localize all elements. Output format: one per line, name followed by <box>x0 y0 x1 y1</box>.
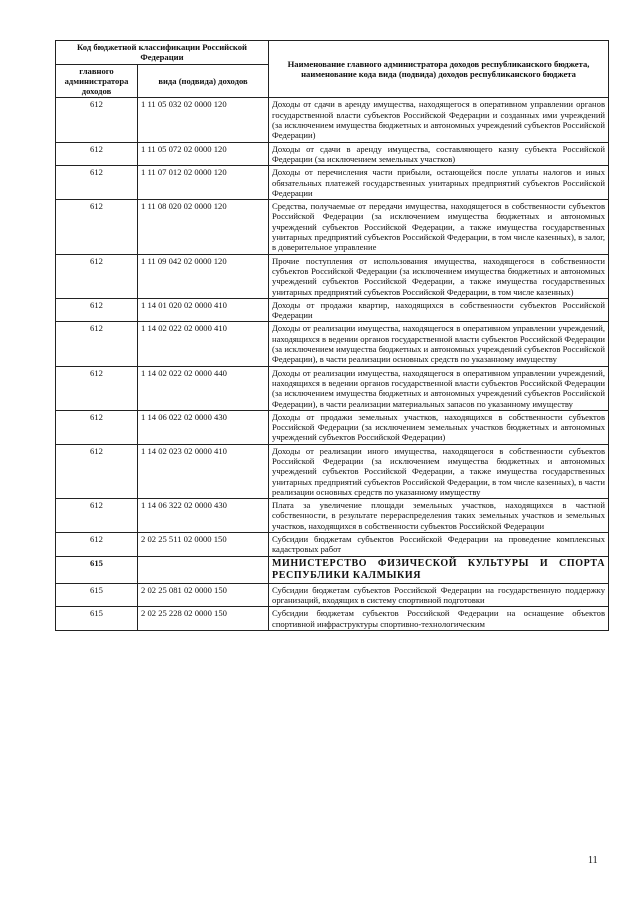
revenue-code-cell: 1 14 02 022 02 0000 410 <box>138 322 269 366</box>
table-row <box>56 410 609 444</box>
table-row <box>56 533 609 557</box>
admin-code-cell: 612 <box>56 298 138 322</box>
revenue-code-cell: 1 14 06 322 02 0000 430 <box>138 499 269 533</box>
table-row <box>56 607 609 631</box>
header-name-column: Наименование главного администратора доходов республиканского бюджета, наименование кода вида (подвида) доходов республиканского бюджета <box>269 41 609 98</box>
revenue-code-cell: 1 11 05 072 02 0000 120 <box>138 142 269 166</box>
admin-code-cell: 612 <box>56 254 138 298</box>
table-body <box>56 98 609 630</box>
table-row <box>56 366 609 410</box>
table-row <box>56 499 609 533</box>
revenue-name-cell: Субсидии бюджетам субъектов Российской Федерации на государственную поддержку организаций, входящих в систему спортивной подготовки <box>269 583 609 607</box>
table-row <box>56 583 609 607</box>
admin-code-cell: 612 <box>56 444 138 498</box>
revenue-name-cell: Доходы от продажи квартир, находящихся в собственности субъектов Российской Федерации <box>269 298 609 322</box>
revenue-code-cell: 1 14 06 022 02 0000 430 <box>138 410 269 444</box>
table-row <box>56 322 609 366</box>
revenue-name-cell: Средства, получаемые от передачи имущества, находящегося в собственности субъектов Российской Федерации (за исключением имущества бюджетных и автономных учреждений субъектов Российской Федерации, а также имущества государственных унитарных предприятий субъектов Российской Федерации, в том числе казенных), в залог, в доверительное управление <box>269 200 609 254</box>
revenue-name-cell: Доходы от реализации имущества, находящегося в оперативном управлении учреждений, находящихся в ведении органов государственной власти субъектов Российской Федерации (за исключением имущества бюджетных и автономных учреждений субъектов Российской Федерации), в части реализации материальных запасов по указанному имуществу <box>269 366 609 410</box>
revenue-code-cell: 1 11 07 012 02 0000 120 <box>138 166 269 200</box>
admin-code-cell: 612 <box>56 533 138 557</box>
revenue-name-cell: Доходы от реализации имущества, находящегося в оперативном управлении учреждений, находящихся в ведении органов государственной власти субъектов Российской Федерации (за исключением имущества бюджетных и автономных учреждений субъектов Российской Федерации), в части реализации основных средств по указанному имуществу <box>269 322 609 366</box>
revenue-code-cell: 1 14 02 022 02 0000 440 <box>138 366 269 410</box>
table-row <box>56 98 609 142</box>
revenue-name-cell: Доходы от перечисления части прибыли, остающейся после уплаты налогов и иных обязательных платежей государственных унитарных предприятий субъектов Российской Федерации <box>269 166 609 200</box>
admin-code-cell: 612 <box>56 166 138 200</box>
admin-code-cell: 612 <box>56 142 138 166</box>
revenue-code-cell: 2 02 25 228 02 0000 150 <box>138 607 269 631</box>
table-row <box>56 200 609 254</box>
admin-code-cell: 612 <box>56 366 138 410</box>
revenue-code-cell: 1 11 05 032 02 0000 120 <box>138 98 269 142</box>
admin-code-cell: 615 <box>56 607 138 631</box>
header-code-column: вида (подвида) доходов <box>138 64 269 98</box>
revenue-code-cell: 2 02 25 081 02 0000 150 <box>138 583 269 607</box>
admin-code-cell: 615 <box>56 583 138 607</box>
revenue-name-cell: Доходы от сдачи в аренду имущества, находящегося в оперативном управлении органов государственной власти субъектов Российской Федерации и созданных ими учреждений (за исключением имущества бюджетных и автономных учреждений субъектов Российской Федерации) <box>269 98 609 142</box>
admin-code-cell: 612 <box>56 200 138 254</box>
revenue-code-cell: 1 14 01 020 02 0000 410 <box>138 298 269 322</box>
revenue-code-cell: 1 14 02 023 02 0000 410 <box>138 444 269 498</box>
admin-code-cell: 612 <box>56 499 138 533</box>
revenue-name-cell: Субсидии бюджетам субъектов Российской Федерации на проведение комплексных кадастровых работ <box>269 533 609 557</box>
revenue-name-cell: МИНИСТЕРСТВО ФИЗИЧЕСКОЙ КУЛЬТУРЫ И СПОРТА РЕСПУБЛИКИ КАЛМЫКИЯ <box>269 556 609 583</box>
ministry-heading-row <box>56 556 609 583</box>
revenue-name-cell: Доходы от сдачи в аренду имущества, составляющего казну субъекта Российской Федерации (за исключением земельных участков) <box>269 142 609 166</box>
admin-code-cell: 615 <box>56 556 138 583</box>
revenue-name-cell: Доходы от продажи земельных участков, находящихся в собственности субъектов Российской Федерации (за исключением земельных участков бюджетных и автономных учреждений субъектов Российской Федерации) <box>269 410 609 444</box>
header-group-title: Код бюджетной классификации Российской Федерации <box>56 41 269 65</box>
admin-code-cell: 612 <box>56 98 138 142</box>
table-row <box>56 298 609 322</box>
header-admin-column: главного администратора доходов <box>56 64 138 98</box>
revenue-code-cell: 1 11 09 042 02 0000 120 <box>138 254 269 298</box>
revenue-name-cell: Прочие поступления от использования имущества, находящегося в собственности субъектов Российской Федерации (за исключением имущества бюджетных и автономных учреждений субъектов Российской Федерации, а также имущества государственных унитарных предприятий субъектов Российской Федерации, в том числе казенных) <box>269 254 609 298</box>
table-header <box>56 41 609 98</box>
page-number: 11 <box>588 855 598 866</box>
admin-code-cell: 612 <box>56 410 138 444</box>
revenue-code-cell: 2 02 25 511 02 0000 150 <box>138 533 269 557</box>
table-row <box>56 142 609 166</box>
revenue-name-cell: Плата за увеличение площади земельных участков, находящихся в частной собственности, в результате перераспределения таких земельных участков и земельных участков, находящихся в собственности субъектов Российской Федерации <box>269 499 609 533</box>
admin-code-cell: 612 <box>56 322 138 366</box>
revenue-code-cell: 1 11 08 020 02 0000 120 <box>138 200 269 254</box>
revenue-name-cell: Субсидии бюджетам субъектов Российской Федерации на оснащение объектов спортивной инфраструктуры спортивно-технологическим <box>269 607 609 631</box>
budget-classification-table <box>55 40 609 631</box>
table-row <box>56 254 609 298</box>
table-row <box>56 166 609 200</box>
revenue-code-cell <box>138 556 269 583</box>
revenue-name-cell: Доходы от реализации иного имущества, находящегося в собственности субъектов Российской Федерации (за исключением имущества бюджетных и автономных учреждений субъектов Российской Федерации, а также имущества государственных унитарных предприятий субъектов Российской Федерации, в том числе казенных), в части реализации основных средств по указанному имуществу <box>269 444 609 498</box>
table-row <box>56 444 609 498</box>
